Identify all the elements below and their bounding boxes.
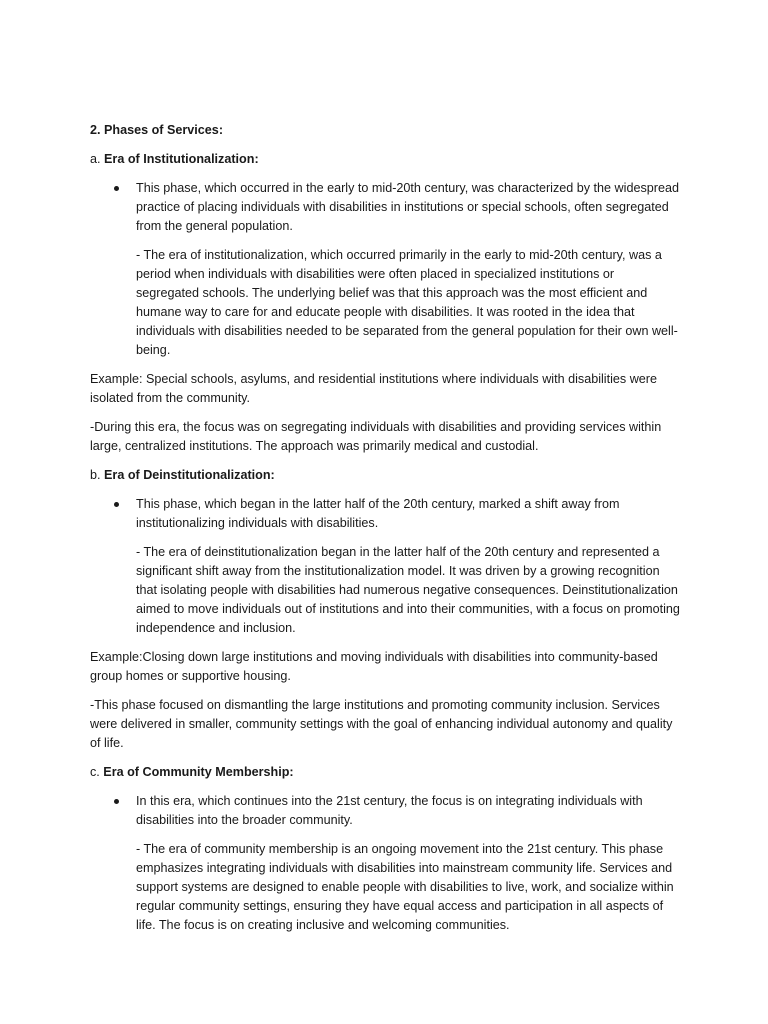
bullet-dot-icon <box>114 186 119 191</box>
subsection-name: Era of Community Membership: <box>103 765 294 779</box>
focus-paragraph: -This phase focused on dismantling the large institutions and promoting community inclusion. Services were delivered in smaller, community settings with the goal of enhancing individual autonomy and quality of life. <box>90 698 673 750</box>
subsection-letter: b. <box>90 468 101 482</box>
bullet-dot-icon <box>114 502 119 507</box>
subsection-title-a <box>90 150 680 169</box>
bullet-item <box>90 495 680 533</box>
bullet-text: This phase, which began in the latter half of the 20th century, marked a shift away from institutionalizing individuals with disabilities. <box>136 497 620 530</box>
example-paragraph: Example: Special schools, asylums, and residential institutions where individuals with disabilities were isolated from the community. <box>90 372 657 405</box>
focus-paragraph: -During this era, the focus was on segregating individuals with disabilities and providing services within large, centralized institutions. The approach was primarily medical and custodial. <box>90 420 662 453</box>
bullet-item <box>90 792 680 830</box>
example-paragraph: Example:Closing down large institutions and moving individuals with disabilities into community-based group homes or supportive housing. <box>90 650 658 683</box>
bullet-text: This phase, which occurred in the early to mid-20th century, was characterized by the widespread practice of placing individuals with disabilities in institutions or special schools, often segregated from the general population. <box>136 181 679 233</box>
subsection-letter: c. <box>90 765 100 779</box>
bullet-dot-icon <box>114 799 119 804</box>
detail-paragraph: - The era of deinstitutionalization began in the latter half of the 20th century and represented a significant shift away from the institutionalization model. It was driven by a growing recognition that isolating people with disabilities had numerous negative consequences. Deinstitutionalization aimed to move individuals out of institutions and into their communities, with a focus on promoting independence and inclusion. <box>136 545 680 635</box>
detail-paragraph: - The era of institutionalization, which occurred primarily in the early to mid-20th century, was a period when individuals with disabilities were often placed in specialized institutions or segregated schools. The underlying belief was that this approach was the most efficient and humane way to care for and educate people with disabilities. It was rooted in the idea that individuals with disabilities needed to be separated from the general population for their own well-being. <box>136 248 678 357</box>
subsection-title-b <box>90 466 680 485</box>
section-heading: 2. Phases of Services: <box>90 123 224 137</box>
bullet-text: In this era, which continues into the 21st century, the focus is on integrating individuals with disabilities into the broader community. <box>136 794 643 827</box>
subsection-name: Era of Institutionalization: <box>104 152 259 166</box>
bullet-item <box>90 179 680 236</box>
subsection-title-c <box>90 763 680 782</box>
subsection-name: Era of Deinstitutionalization: <box>104 468 275 482</box>
detail-paragraph: - The era of community membership is an ongoing movement into the 21st century. This phase emphasizes integrating individuals with disabilities into mainstream community life. Services and support systems are designed to enable people with disabilities to live, work, and socialize within regular community settings, ensuring they have equal access and participation in all aspects of life. The focus is on creating inclusive and welcoming communities. <box>136 842 674 932</box>
subsection-letter: a. <box>90 152 101 166</box>
document-body <box>90 121 680 945</box>
